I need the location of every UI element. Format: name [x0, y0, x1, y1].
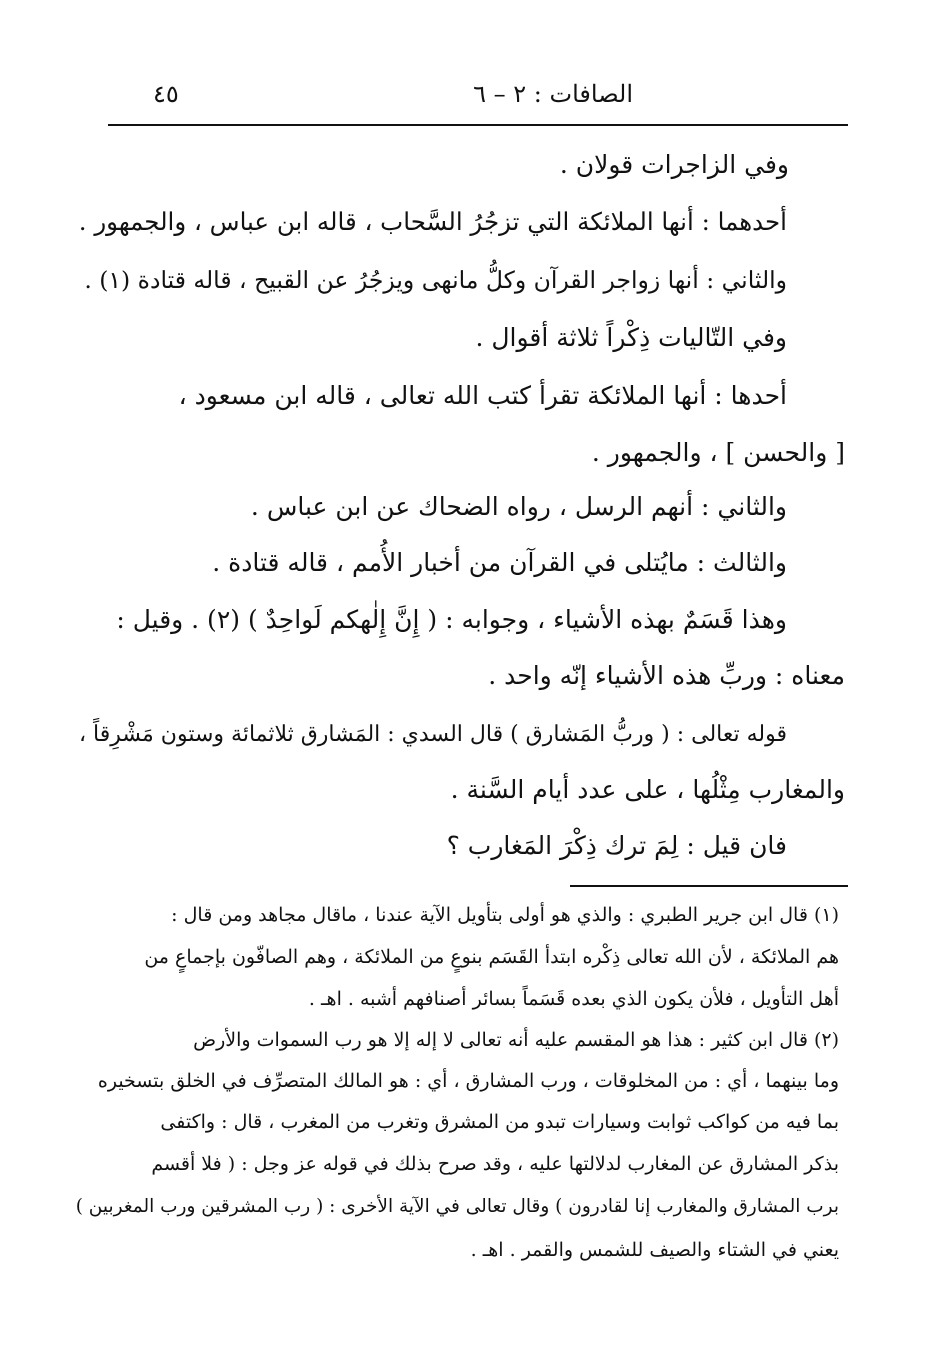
- body-line: والمغارب مِثْلُها ، على عدد أيام السَّنة .: [450, 775, 845, 804]
- footnote-line: (١) قال ابن جرير الطبري : والذي هو أولى بتأويل الآية عندنا ، ماقال مجاهد ومن قال :: [171, 904, 839, 926]
- body-line: والثاني : أنهم الرسل ، رواه الضحاك عن ابن عباس .: [250, 492, 787, 521]
- body-line: والثالث : مايُتلى في القرآن من أخبار الأُمم ، قاله قتادة .: [212, 548, 787, 577]
- page-header: [108, 80, 843, 120]
- footnote-line: وما بينهما ، أي : من المخلوقات ، ورب المشارق ، أي : هو المالك المتصرِّف في الخلق بتسخيره: [97, 1070, 839, 1092]
- body-line: والثاني : أنها زواجر القرآن وكلُّ مانهى ويزجُرُ عن القبيح ، قاله قتادة (١) .: [84, 266, 787, 294]
- body-line: أحدها : أنها الملائكة تقرأ كتب الله تعالى ، قاله ابن مسعود ،: [178, 381, 787, 410]
- footnote-line: بذكر المشارق عن المغارب لدلالتها عليه ، وقد صرح بذلك في قوله عز وجل : ( فلا أقسم: [151, 1153, 839, 1175]
- page-number: ٤٥: [153, 80, 179, 108]
- footnote-line: هم الملائكة ، لأن الله تعالى ذِكْره ابتدأ القَسَم بنوعٍ من الملائكة ، وهم الصافّون بإجماعٍ من: [144, 946, 839, 968]
- footnote-rule: [570, 885, 848, 887]
- body-line: وفي الزاجرات قولان .: [559, 150, 789, 179]
- footnote-line: برب المشارق والمغارب إنا لقادرون ) وقال تعالى في الآية الأخرى : ( رب المشرقين ورب المغربين ): [75, 1196, 839, 1217]
- body-line: قوله تعالى : ( وربُّ المَشارق ) قال السدي : المَشارق ثلاثمائة وستون مَشْرِقاً ،: [78, 722, 787, 747]
- header-rule: [108, 124, 848, 126]
- footnote-line: بما فيه من كواكب ثوابت وسيارات تبدو من المشرق وتغرب من المغرب ، قال : واكتفى: [160, 1111, 839, 1133]
- body-line: أحدهما : أنها الملائكة التي تزجُرُ السَّحاب ، قاله ابن عباس ، والجمهور .: [78, 207, 787, 236]
- running-title: الصافات : ٢ – ٦: [473, 80, 633, 108]
- footnote-line: يعني في الشتاء والصيف للشمس والقمر . اهـ .: [470, 1239, 839, 1261]
- body-line: وهذا قَسَمٌ بهذه الأشياء ، وجوابه : ( إِنَّ إِلٰهكم لَواحِدٌ ) (٢) . وقيل :: [116, 605, 787, 634]
- body-line: [ والحسن ] ، والجمهور .: [591, 438, 845, 467]
- body-line: فان قيل : لِمَ ترك ذِكْرَ المَغارب ؟: [446, 831, 787, 860]
- footnote-line: (٢) قال ابن كثير : هذا هو المقسم عليه أنه تعالى لا إله إلا هو رب السموات والأرض: [193, 1029, 839, 1051]
- footnote-line: أهل التأويل ، فلأن يكون الذي بعده قَسَماً بسائر أصنافهم أشبه . اهـ .: [308, 988, 839, 1010]
- body-line: وفي التّاليات ذِكْراً ثلاثة أقوال .: [475, 323, 787, 352]
- body-line: معناه : وربِّ هذه الأشياء إنّه واحد .: [488, 661, 845, 690]
